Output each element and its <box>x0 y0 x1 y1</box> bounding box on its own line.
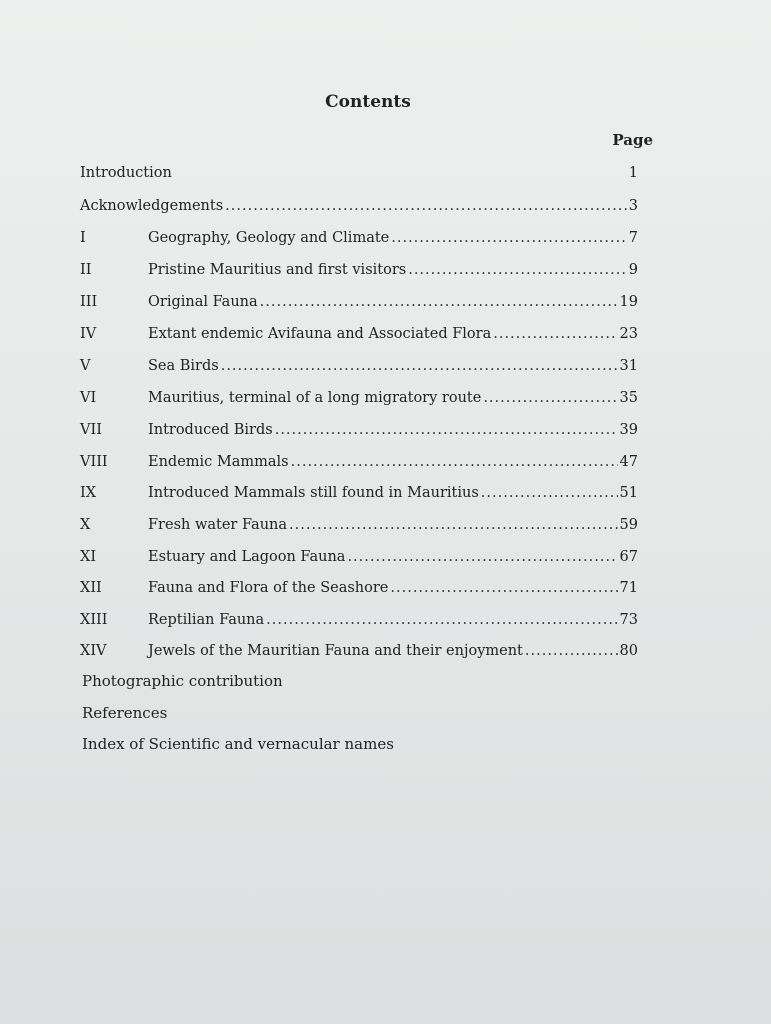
leader-dots <box>408 260 627 280</box>
chapter-title: Fauna and Flora of the Seashore <box>148 580 389 596</box>
chapter-number: II <box>80 262 92 278</box>
toc-entry-references: References <box>82 704 168 722</box>
chapter-page: 23 <box>619 326 638 342</box>
chapter-page: 39 <box>619 422 638 438</box>
contents-title: Contents <box>325 92 411 112</box>
chapter-title: Reptilian Fauna <box>148 612 265 628</box>
chapter-page: 35 <box>619 390 638 406</box>
toc-chapter-row <box>80 228 638 248</box>
leader-dots <box>291 452 618 472</box>
toc-entry-label: Introduction <box>80 165 172 181</box>
chapter-number: XIII <box>80 612 108 628</box>
leader-dots <box>260 292 618 312</box>
chapter-title: Endemic Mammals <box>148 454 289 470</box>
toc-chapter-row <box>80 483 638 503</box>
toc-entry-photographic-contribution: Photographic contribution <box>82 672 283 690</box>
chapter-title: Introduced Birds <box>148 422 273 438</box>
chapter-number: VII <box>80 422 102 438</box>
toc-chapter-row <box>80 547 638 567</box>
chapter-page: 7 <box>628 230 638 246</box>
chapter-number: I <box>80 230 86 246</box>
chapter-title: Sea Birds <box>148 358 219 374</box>
toc-entry-index: Index of Scientific and vernacular names <box>82 735 394 753</box>
toc-chapter-row <box>80 356 638 376</box>
leader-dots <box>289 515 618 535</box>
chapter-number: V <box>80 358 91 374</box>
toc-chapter-row <box>80 515 638 535</box>
toc-chapter-row <box>80 578 638 598</box>
toc-chapter-row <box>80 420 638 440</box>
leader-dots <box>266 610 617 630</box>
chapter-page: 73 <box>619 612 638 628</box>
chapter-page: 51 <box>619 485 638 501</box>
chapter-title: Geography, Geology and Climate <box>148 230 390 246</box>
leader-dots <box>347 547 617 567</box>
chapter-number: IV <box>80 326 97 342</box>
leader-dots <box>225 196 627 216</box>
leader-dots <box>483 388 617 408</box>
toc-chapter-row <box>80 641 638 661</box>
chapter-title: Fresh water Fauna <box>148 517 288 533</box>
chapter-page: 80 <box>619 643 638 659</box>
leader-dots <box>493 324 617 344</box>
chapter-number: X <box>80 517 91 533</box>
chapter-page: 67 <box>619 549 638 565</box>
toc-entry-page: 3 <box>628 198 638 214</box>
chapter-title: Pristine Mauritius and first visitors <box>148 262 407 278</box>
toc-chapter-row <box>80 388 638 408</box>
chapter-page: 59 <box>619 517 638 533</box>
leader-dots <box>525 641 618 661</box>
chapter-title: Extant endemic Avifauna and Associated Flora <box>148 326 492 342</box>
chapter-page: 9 <box>628 262 638 278</box>
leader-dots <box>391 228 627 248</box>
chapter-title: Original Fauna <box>148 294 258 310</box>
chapter-number: III <box>80 294 98 310</box>
leader-dots <box>275 420 618 440</box>
page-column-heading: Page <box>612 131 653 149</box>
toc-entry-page: 1 <box>628 165 638 181</box>
chapter-number: IX <box>80 485 97 501</box>
chapter-number: VIII <box>80 454 108 470</box>
toc-chapter-row <box>80 452 638 472</box>
chapter-title: Estuary and Lagoon Fauna <box>148 549 346 565</box>
toc-entry-introduction <box>80 163 638 183</box>
chapter-title: Jewels of the Mauritian Fauna and their enjoyment <box>148 643 523 659</box>
chapter-number: XIV <box>80 643 107 659</box>
chapter-title: Introduced Mammals still found in Mauritius <box>148 485 479 501</box>
toc-entry-acknowledgements <box>80 196 638 216</box>
toc-chapter-row <box>80 292 638 312</box>
toc-chapter-row <box>80 610 638 630</box>
chapter-page: 19 <box>619 294 638 310</box>
toc-chapter-row <box>80 324 638 344</box>
toc-chapter-row <box>80 260 638 280</box>
leader-dots <box>390 578 617 598</box>
chapter-page: 31 <box>619 358 638 374</box>
chapter-page: 71 <box>619 580 638 596</box>
chapter-title: Mauritius, terminal of a long migratory route <box>148 390 482 406</box>
chapter-number: XII <box>80 580 102 596</box>
chapter-page: 47 <box>619 454 638 470</box>
toc-entry-label: Acknowledgements <box>80 198 224 214</box>
leader-dots <box>221 356 618 376</box>
leader-dots <box>481 483 618 503</box>
chapter-number: XI <box>80 549 97 565</box>
chapter-number: VI <box>80 390 97 406</box>
